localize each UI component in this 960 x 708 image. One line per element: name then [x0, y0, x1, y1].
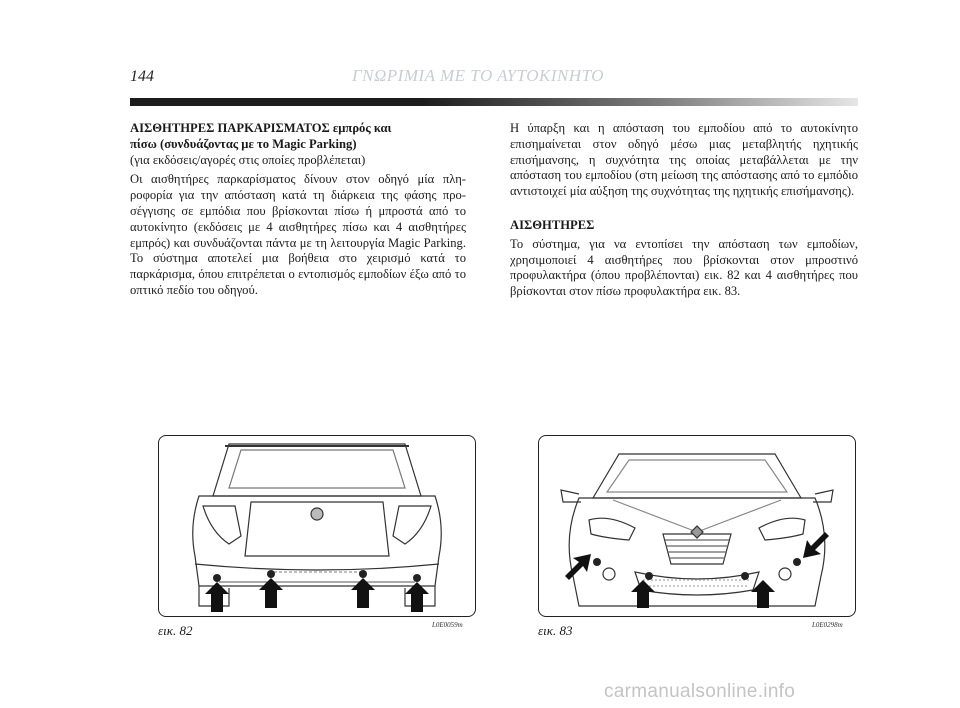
sensors-title: ΑΙΣΘΗΤΗΡΕΣ — [510, 217, 595, 232]
car-rear-illustration — [159, 436, 475, 616]
figure-82-code: L0E0059m — [432, 621, 463, 629]
figure-83-caption: εικ. 83 — [538, 623, 573, 638]
figure-83-code: L0E0298m — [812, 621, 843, 629]
watermark: carmanualsonline.info — [604, 681, 796, 702]
header-rule — [130, 98, 858, 106]
car-front-illustration — [539, 436, 855, 616]
right-column — [510, 121, 858, 300]
section-subtitle: (για εκδόσεις/αγορές στις οποίες προβλέπεται) — [130, 152, 366, 167]
running-header: ΓΝΩΡΙΜΙΑ ΜΕ ΤΟ ΑΥΤΟΚΙΝΗΤΟ — [352, 66, 605, 85]
figure-82-rear-view — [158, 435, 476, 617]
left-column — [130, 121, 466, 299]
section-heading-continued: πίσω (συνδυάζοντας με το Magic Parking) — [130, 136, 357, 151]
figure-83-front-view — [538, 435, 856, 617]
figure-82-caption: εικ. 82 — [158, 623, 193, 638]
body-paragraph: Οι αισθητήρες παρκαρίσματος δίνουν στον οδηγό μία πληροφορία για την απόσταση κατά τη διάρκεια της φάσης προσέγγισης σε εμπόδια που βρίσκονται πίσω ή μπροστά από το αυτοκίνητο (εκδόσεις με 4 αισθητήρες πίσω και 4 αισθητήρες εμπρός) και συνδυάζονται πάντα με τη λειτουργία Magic Parking. Το σύστημα αποτελεί μια βοήθεια στο χειρισμό κατά το παρκάρισμα, όπου επιτρέπεται ο εντοπισμός εμποδίων έξω από το οπτικό πεδίο του οδηγού. — [130, 172, 466, 297]
intro-paragraph: Η ύπαρξη και η απόσταση του εμποδίου από το αυτοκίνητο επισημαίνεται στον οδηγό μέσω μιας μεταβλητής ηχητικής επισήμανσης, η συχνότητα της οποίας μεταβάλλεται με την απόσταση του εμποδίου (στη μείωση της απόστασης από το εμπόδιο αντιστοιχεί μία αύξηση της συχνότητας της ηχητικής επισήμανσης). — [510, 121, 858, 199]
page-number: 144 — [130, 68, 154, 85]
sensors-paragraph: Το σύστημα, για να εντοπίσει την απόσταση των εμποδίων, χρησιμοποιεί 4 αισθητήρες που βρίσκονται στον μπροστινό προφυλακτήρα (όπου προβλέπονται) εικ. 82 και 4 αισθητήρες που βρίσκονται στον πίσω προφυλακτήρα εικ. 83. — [510, 236, 858, 299]
section-heading: ΑΙΣΘΗΤΗΡΕΣ ΠΑΡΚΑΡΙΣΜΑΤΟΣ εμπρός και — [130, 121, 392, 135]
